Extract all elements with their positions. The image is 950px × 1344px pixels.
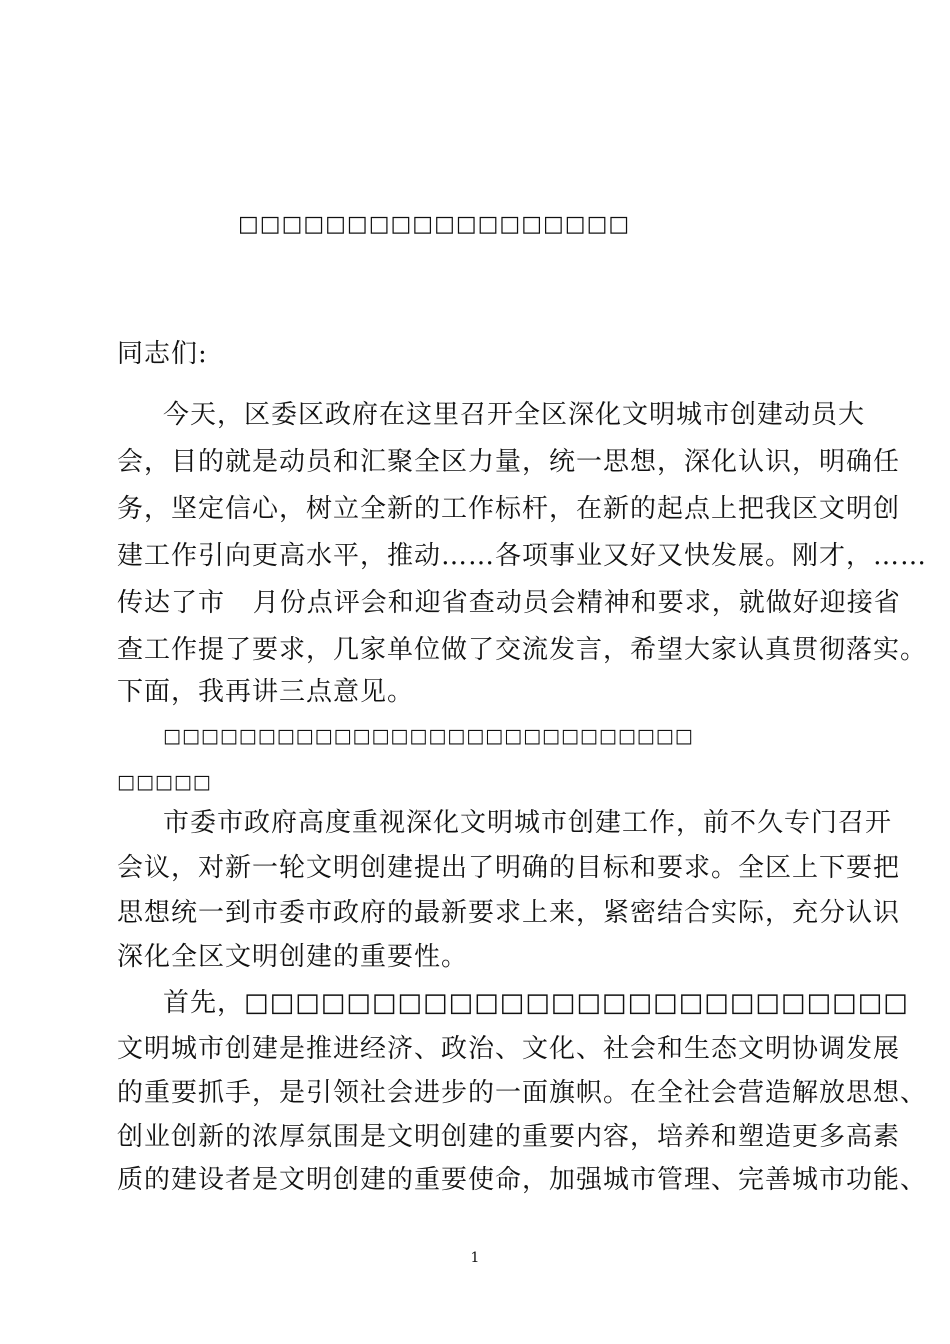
paragraph-line: 务，坚定信心，树立全新的工作标杆，在新的起点上把我区文明创 (117, 494, 901, 524)
paragraph-line: 市委市政府高度重视深化文明城市创建工作，前不久专门召开 (163, 808, 893, 838)
paragraph-line: 会，目的就是动员和汇聚全区力量，统一思想，深化认识，明确任 (117, 447, 901, 477)
paragraph-line: 思想统一到市委市政府的最新要求上来，紧密结合实际，充分认识 (117, 898, 901, 928)
page-number: 1 (470, 1250, 480, 1266)
paragraph-line: 首先，□□□□□□□□□□□□□□□□□□□□□□□□□□ (163, 988, 909, 1018)
paragraph-line: 的重要抓手，是引领社会进步的一面旗帜。在全社会营造解放思想、 (117, 1078, 928, 1108)
paragraph-line: 建工作引向更高水平，推动……各项事业又好又快发展。刚才，…… (117, 541, 928, 571)
paragraph-line: 查工作提了要求，几家单位做了交流发言，希望大家认真贯彻落实。 (117, 635, 928, 665)
paragraph-line: 创业创新的浓厚氛围是文明创建的重要内容，培养和塑造更多高素 (117, 1122, 901, 1152)
paragraph-line: 下面，我再讲三点意见。 (117, 677, 415, 707)
paragraph-line: 今天，区委区政府在这里召开全区深化文明城市创建动员大 (163, 400, 866, 430)
salutation: 同志们: (117, 339, 208, 369)
section-heading: □□□□□ (117, 771, 212, 793)
section-heading: □□□□□□□□□□□□□□□□□□□□□□□□□□□□ (163, 725, 694, 747)
paragraph-line: 质的建设者是文明创建的重要使命，加强城市管理、完善城市功能、 (117, 1165, 928, 1195)
paragraph-line: 深化全区文明创建的重要性。 (117, 942, 469, 972)
paragraph-line: 会议，对新一轮文明创建提出了明确的目标和要求。全区上下要把 (117, 853, 901, 883)
document-title: □□□□□□□□□□□□□□□□□□ (238, 212, 631, 237)
paragraph-line: 文明城市创建是推进经济、政治、文化、社会和生态文明协调发展 (117, 1034, 901, 1064)
paragraph-line: 传达了市 月份点评会和迎省查动员会精神和要求，就做好迎接省 (117, 588, 901, 618)
